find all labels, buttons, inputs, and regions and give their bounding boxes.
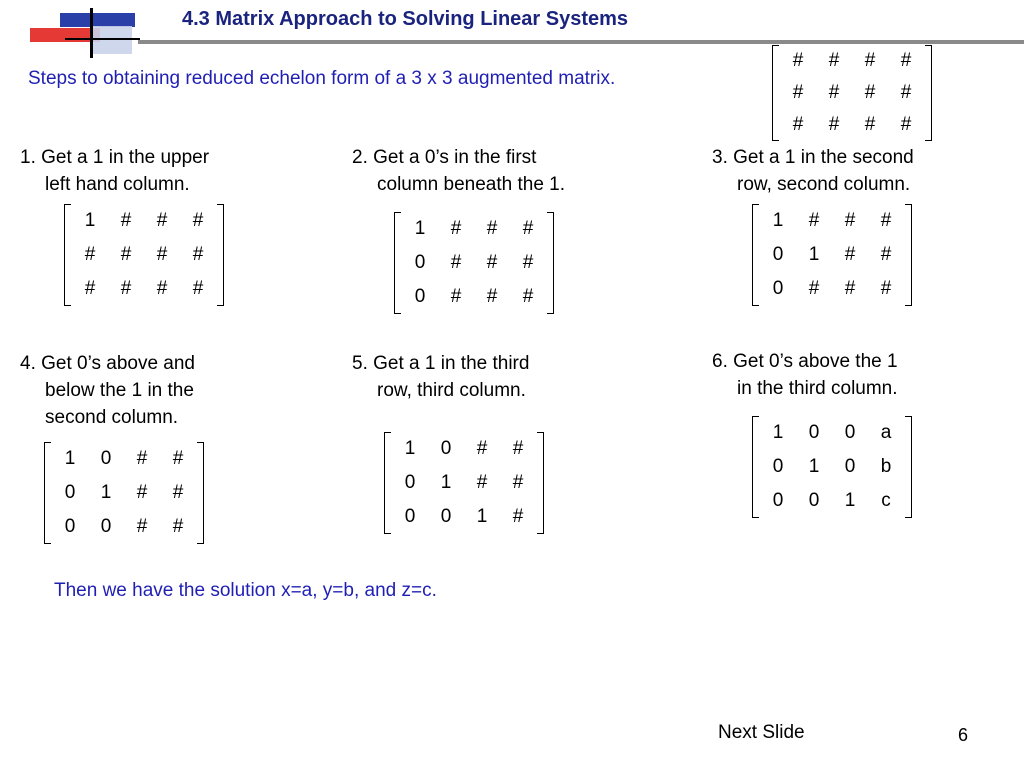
- matrix-cell: #: [486, 218, 498, 239]
- matrix-cell: #: [192, 244, 204, 265]
- step-6-line-1: 6. Get 0’s above the 1: [712, 351, 898, 372]
- matrix-cell: 0: [772, 490, 784, 511]
- matrix-cell: 1: [772, 210, 784, 231]
- matrix-cell: 0: [440, 506, 452, 527]
- matrix-cell: 0: [64, 482, 76, 503]
- step-6-text: [712, 348, 898, 402]
- step-2-line-2: column beneath the 1.: [377, 174, 566, 195]
- matrix-cell: #: [136, 482, 148, 503]
- matrix-cell: #: [512, 472, 524, 493]
- matrix-cell: 0: [808, 422, 820, 443]
- matrix-cell: #: [476, 438, 488, 459]
- matrix-cell: #: [792, 82, 804, 103]
- slide-subtitle: Steps to obtaining reduced echelon form of a 3 x 3 augmented matrix.: [28, 68, 616, 89]
- matrix-right-bracket: [537, 432, 544, 534]
- matrix-cell: #: [864, 82, 876, 103]
- matrix-cell: 1: [64, 448, 76, 469]
- matrix-cell: 0: [772, 244, 784, 265]
- matrix-cell: #: [136, 448, 148, 469]
- matrix-cell: 0: [772, 278, 784, 299]
- matrix-cell: #: [172, 482, 184, 503]
- matrix-cell: #: [828, 114, 840, 135]
- matrix-cell: #: [192, 278, 204, 299]
- matrix-cell: #: [828, 50, 840, 71]
- step-3-text: [712, 144, 914, 198]
- matrix-left-bracket: [64, 204, 71, 306]
- matrix-cell: c: [881, 490, 891, 511]
- title-divider: [138, 40, 1024, 44]
- step-5-matrix: [392, 432, 536, 534]
- step-2-text: [352, 144, 565, 198]
- matrix-cell: a: [880, 422, 892, 443]
- matrix-cell: #: [522, 218, 534, 239]
- step-5-text: [352, 350, 529, 404]
- matrix-cell: #: [84, 278, 96, 299]
- matrix-cell: #: [84, 244, 96, 265]
- matrix-left-bracket: [772, 45, 779, 141]
- matrix-cell: #: [844, 210, 856, 231]
- matrix-right-bracket: [905, 204, 912, 306]
- matrix-cell: 0: [414, 286, 426, 307]
- matrix-cell: 0: [772, 456, 784, 477]
- matrix-cell: #: [880, 278, 892, 299]
- matrix-cell: #: [486, 286, 498, 307]
- matrix-left-bracket: [752, 204, 759, 306]
- matrix-cell: 0: [64, 516, 76, 537]
- matrix-cell: #: [880, 244, 892, 265]
- step-1-matrix: [72, 204, 216, 306]
- step-4-matrix: [52, 442, 196, 544]
- matrix-cell: b: [880, 456, 892, 477]
- page-number: 6: [958, 725, 969, 745]
- matrix-cell: #: [136, 516, 148, 537]
- matrix-cell: 0: [844, 422, 856, 443]
- matrix-cell: 0: [440, 438, 452, 459]
- matrix-cell: 0: [100, 516, 112, 537]
- matrix-cell: 1: [84, 210, 96, 231]
- matrix-cell: #: [156, 244, 168, 265]
- matrix-cell: 1: [100, 482, 112, 503]
- matrix-cell: #: [900, 114, 912, 135]
- step-3-line-1: 3. Get a 1 in the second: [712, 147, 914, 168]
- step-3-matrix: [760, 204, 904, 306]
- matrix-cell: 0: [808, 490, 820, 511]
- matrix-right-bracket: [197, 442, 204, 544]
- matrix-cell: 1: [772, 422, 784, 443]
- matrix-cell: 1: [404, 438, 416, 459]
- matrix-right-bracket: [905, 416, 912, 518]
- matrix-cell: #: [192, 210, 204, 231]
- step-4-line-2: below the 1 in the: [45, 380, 194, 401]
- slide-title: 4.3 Matrix Approach to Solving Linear Systems: [182, 8, 629, 30]
- step-6-matrix: [760, 416, 904, 518]
- step-2-matrix: [402, 212, 546, 314]
- step-5-line-1: 5. Get a 1 in the third: [352, 353, 530, 374]
- step-4-line-3: second column.: [45, 407, 179, 428]
- matrix-right-bracket: [547, 212, 554, 314]
- step-4-line-1: 4. Get 0’s above and: [20, 353, 195, 374]
- matrix-left-bracket: [44, 442, 51, 544]
- matrix-cell: 0: [100, 448, 112, 469]
- matrix-cell: 1: [844, 490, 856, 511]
- step-4-text: [20, 350, 195, 431]
- matrix-cell: #: [864, 114, 876, 135]
- matrix-cell: #: [120, 278, 132, 299]
- matrix-left-bracket: [384, 432, 391, 534]
- step-5-line-2: row, third column.: [377, 380, 526, 401]
- matrix-cell: #: [476, 472, 488, 493]
- matrix-cell: #: [512, 506, 524, 527]
- matrix-cell: #: [844, 244, 856, 265]
- matrix-cell: #: [808, 278, 820, 299]
- matrix-cell: #: [450, 218, 462, 239]
- step-3-line-2: row, second column.: [737, 174, 911, 195]
- matrix-left-bracket: [752, 416, 759, 518]
- matrix-cell: #: [828, 82, 840, 103]
- matrix-cell: 1: [808, 244, 820, 265]
- matrix-cell: #: [808, 210, 820, 231]
- matrix-cell: #: [172, 448, 184, 469]
- matrix-cell: #: [156, 278, 168, 299]
- matrix-cell: #: [486, 252, 498, 273]
- matrix-cell: 1: [414, 218, 426, 239]
- matrix-cell: #: [120, 210, 132, 231]
- matrix-cell: 0: [404, 472, 416, 493]
- step-6-line-2: in the third column.: [737, 378, 898, 399]
- matrix-cell: #: [522, 286, 534, 307]
- matrix-cell: #: [900, 50, 912, 71]
- matrix-cell: 1: [808, 456, 820, 477]
- matrix-cell: #: [450, 286, 462, 307]
- matrix-cell: #: [450, 252, 462, 273]
- matrix-cell: 0: [404, 506, 416, 527]
- matrix-cell: #: [792, 50, 804, 71]
- matrix-right-bracket: [217, 204, 224, 306]
- step-1-line-2: left hand column.: [45, 174, 190, 195]
- matrix-cell: 0: [844, 456, 856, 477]
- matrix-left-bracket: [394, 212, 401, 314]
- matrix-cell: #: [792, 114, 804, 135]
- matrix-cell: #: [156, 210, 168, 231]
- matrix-cell: #: [844, 278, 856, 299]
- step-1-line-1: 1. Get a 1 in the upper: [20, 147, 210, 168]
- matrix-cell: #: [120, 244, 132, 265]
- matrix-cell: 1: [476, 506, 488, 527]
- solution-statement: Then we have the solution x=a, y=b, and z=c.: [54, 580, 437, 601]
- matrix-right-bracket: [925, 45, 932, 141]
- slide-logo-icon: [30, 8, 140, 58]
- matrix-cell: 0: [414, 252, 426, 273]
- step-2-line-1: 2. Get a 0’s in the first: [352, 147, 537, 168]
- matrix-cell: #: [880, 210, 892, 231]
- matrix-cell: #: [900, 82, 912, 103]
- matrix-cell: #: [864, 50, 876, 71]
- matrix-cell: #: [172, 516, 184, 537]
- matrix-cell: #: [512, 438, 524, 459]
- matrix-cell: #: [522, 252, 534, 273]
- next-slide-link[interactable]: Next Slide: [718, 722, 805, 743]
- general-matrix: [780, 45, 924, 141]
- step-1-text: [20, 144, 209, 198]
- matrix-cell: 1: [440, 472, 452, 493]
